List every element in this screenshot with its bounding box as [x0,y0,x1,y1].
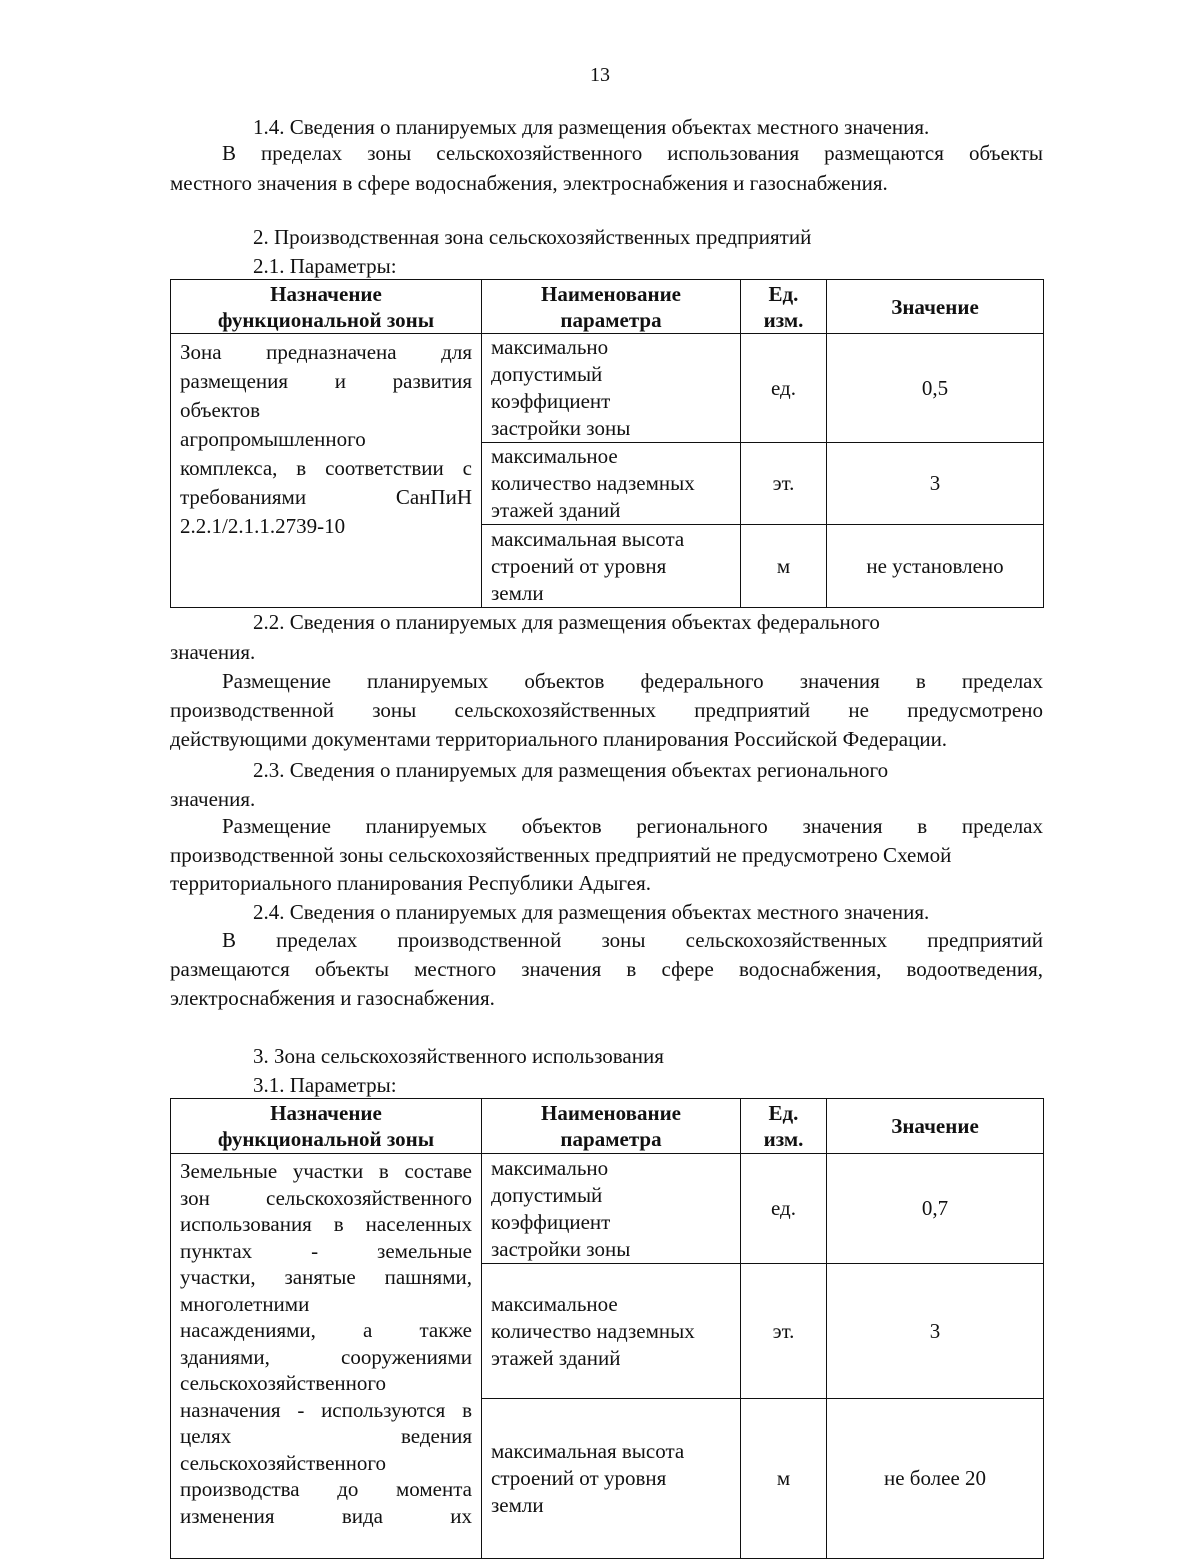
cell-text-line: земли [491,580,544,605]
cell-text-line: участки, занятые пашнями, [180,1265,472,1289]
cell-text-line: максимально [491,1155,609,1180]
cell-text-line: строений от уровня [491,1466,667,1490]
cell-text-line: максимальная высота [491,526,685,551]
paragraph-line: 3.1. Параметры: [253,1073,397,1097]
header-value [827,1099,1044,1154]
parameter-name-cell [482,334,741,443]
cell-text-line: параметра [560,1127,662,1151]
cell-text-line: допустимый [491,362,603,386]
table-row [171,1154,1044,1264]
cell-text-line: зон сельскохозяйственного [180,1185,472,1210]
cell-text-line: агропромышленного [180,427,366,451]
paragraph-line: производственной зоны сельскохозяйственных предприятий не предусмотрено [170,698,1043,722]
cell-text-line: Наименование [541,1101,681,1125]
cell-text-line: Значение [891,294,979,319]
cell-text-line: функциональной зоны [217,307,435,332]
section-heading-line: 1.4. Сведения о планируемых для размещения объектах местного значения. [253,115,930,139]
cell-text-line: изм. [763,1127,804,1151]
cell-text-line: застройки зоны [491,1236,631,1261]
paragraph-line: Размещение планируемых объектов регионального значения в пределах [222,814,1043,838]
parameter-name-cell [482,1154,741,1264]
zone-description-cell [171,1154,482,1559]
table-header-row [171,280,1044,334]
cell-text-line: изм. [763,307,804,332]
header-unit [741,1099,827,1154]
cell-text-line: Ед. [768,281,799,306]
paragraph-line: производственной зоны сельскохозяйственных предприятий не предусмотрено Схемой [170,843,952,867]
section-heading-line: 3. Зона сельскохозяйственного использования [253,1044,664,1068]
cell-text-line: требованиями СанПиН [180,485,472,509]
cell-text-line: коэффициент [491,389,611,413]
cell-text-line: допустимый [491,1182,603,1207]
cell-text-line: производства до момента [180,1477,472,1501]
paragraph-line: электроснабжения и газоснабжения. [170,986,495,1010]
value-cell: 3 [827,1264,1044,1399]
cell-text-line: объектов [180,398,261,422]
paragraph-line: 2.4. Сведения о планируемых для размещения объектах местного значения. [253,900,930,924]
cell-text-line: Назначение [270,1101,382,1125]
cell-text-line: максимально [491,335,609,359]
cell-text-line: комплекса, в соответствии с [180,456,472,480]
parameters-table-agricultural-zone [170,1098,1044,1559]
header-unit [741,280,827,334]
cell-text-line: Зона предназначена для [180,340,472,364]
unit-cell: м [741,1399,827,1559]
cell-text-line: строений от уровня [491,553,667,578]
unit-cell: ед. [741,1154,827,1264]
header-parameter-name [482,280,741,334]
page-number: 13 [590,64,610,86]
cell-text-line: Земельные участки в составе [180,1159,472,1183]
cell-text-line: этажей зданий [491,1345,621,1370]
cell-text-line: 2.2.1/2.1.1.2739-10 [180,514,346,538]
value-cell: 3 [827,443,1044,525]
table-header-row [171,1099,1044,1154]
value-cell: не более 20 [827,1399,1044,1559]
cell-text-line: сельскохозяйственного [180,1371,386,1395]
value-cell: 0,7 [827,1154,1044,1264]
parameter-name-cell [482,1264,741,1399]
cell-text-line: целях ведения [180,1424,472,1448]
cell-text-line: сельскохозяйственного [180,1450,386,1475]
value-cell: 0,5 [827,334,1044,443]
cell-text-line: зданиями, сооружениями [180,1344,472,1369]
header-parameter-name [482,1099,741,1154]
cell-text-line: максимальное [491,1291,618,1316]
cell-text-line: максимальное [491,444,618,468]
cell-text-line: назначения - используются в [180,1397,472,1422]
unit-cell: эт. [741,1264,827,1399]
parameter-name-cell [482,525,741,608]
cell-text-line: изменения вида их [180,1503,472,1528]
unit-cell: эт. [741,443,827,525]
zone-description-cell [171,334,482,608]
header-zone-purpose [171,1099,482,1154]
cell-text-line: параметра [560,307,662,332]
cell-text-line: земли [491,1493,544,1517]
cell-text-line: Ед. [768,1101,799,1125]
cell-text-line: пунктах - земельные [180,1238,472,1263]
paragraph-line: размещаются объекты местного значения в сфере водоснабжения, водоотведения, [170,957,1043,981]
paragraph-line: В пределах зоны сельскохозяйственного использования размещаются объекты [222,141,1043,165]
cell-text-line: застройки зоны [491,416,631,440]
cell-text-line: количество надземных [491,471,695,495]
header-value [827,280,1044,334]
table-row [171,334,1044,443]
header-zone-purpose [171,280,482,334]
paragraph-line: 2.3. Сведения о планируемых для размещения объектах регионального [253,758,889,782]
cell-text-line: использования в населенных [180,1212,472,1236]
section-heading-line: 2. Производственная зона сельскохозяйственных предприятий [253,225,812,249]
unit-cell: м [741,525,827,608]
value-cell: не установлено [827,525,1044,608]
parameter-name-cell [482,1399,741,1559]
paragraph-line: значения. [170,787,256,811]
parameters-table-production-zone [170,279,1044,608]
cell-text-line: этажей зданий [491,498,621,522]
cell-text-line: Наименование [541,281,681,306]
unit-cell: ед. [741,334,827,443]
cell-text-line: Значение [891,1114,979,1138]
paragraph-line: местного значения в сфере водоснабжения, электроснабжения и газоснабжения. [170,171,888,195]
cell-text-line: насаждениями, а также [180,1318,472,1342]
section-heading-line: 2.2. Сведения о планируемых для размещения объектах федерального [253,610,880,634]
cell-text-line: функциональной зоны [217,1127,435,1151]
paragraph-line: Размещение планируемых объектов федерального значения в пределах [222,669,1043,693]
cell-text-line: максимальная высота [491,1439,685,1463]
paragraph-line: территориального планирования Республики Адыгея. [170,871,652,895]
parameter-name-cell [482,443,741,525]
cell-text-line: размещения и развития [180,369,472,393]
cell-text-line: Назначение [270,281,382,306]
cell-text-line: количество надземных [491,1318,695,1343]
cell-text-line: коэффициент [491,1209,611,1234]
paragraph-line: В пределах производственной зоны сельскохозяйственных предприятий [222,928,1043,952]
paragraph-line: 2.1. Параметры: [253,254,397,278]
paragraph-line: действующими документами территориального планирования Российской Федерации. [170,727,948,751]
cell-text-line: многолетними [180,1291,310,1316]
paragraph-line: значения. [170,640,256,664]
